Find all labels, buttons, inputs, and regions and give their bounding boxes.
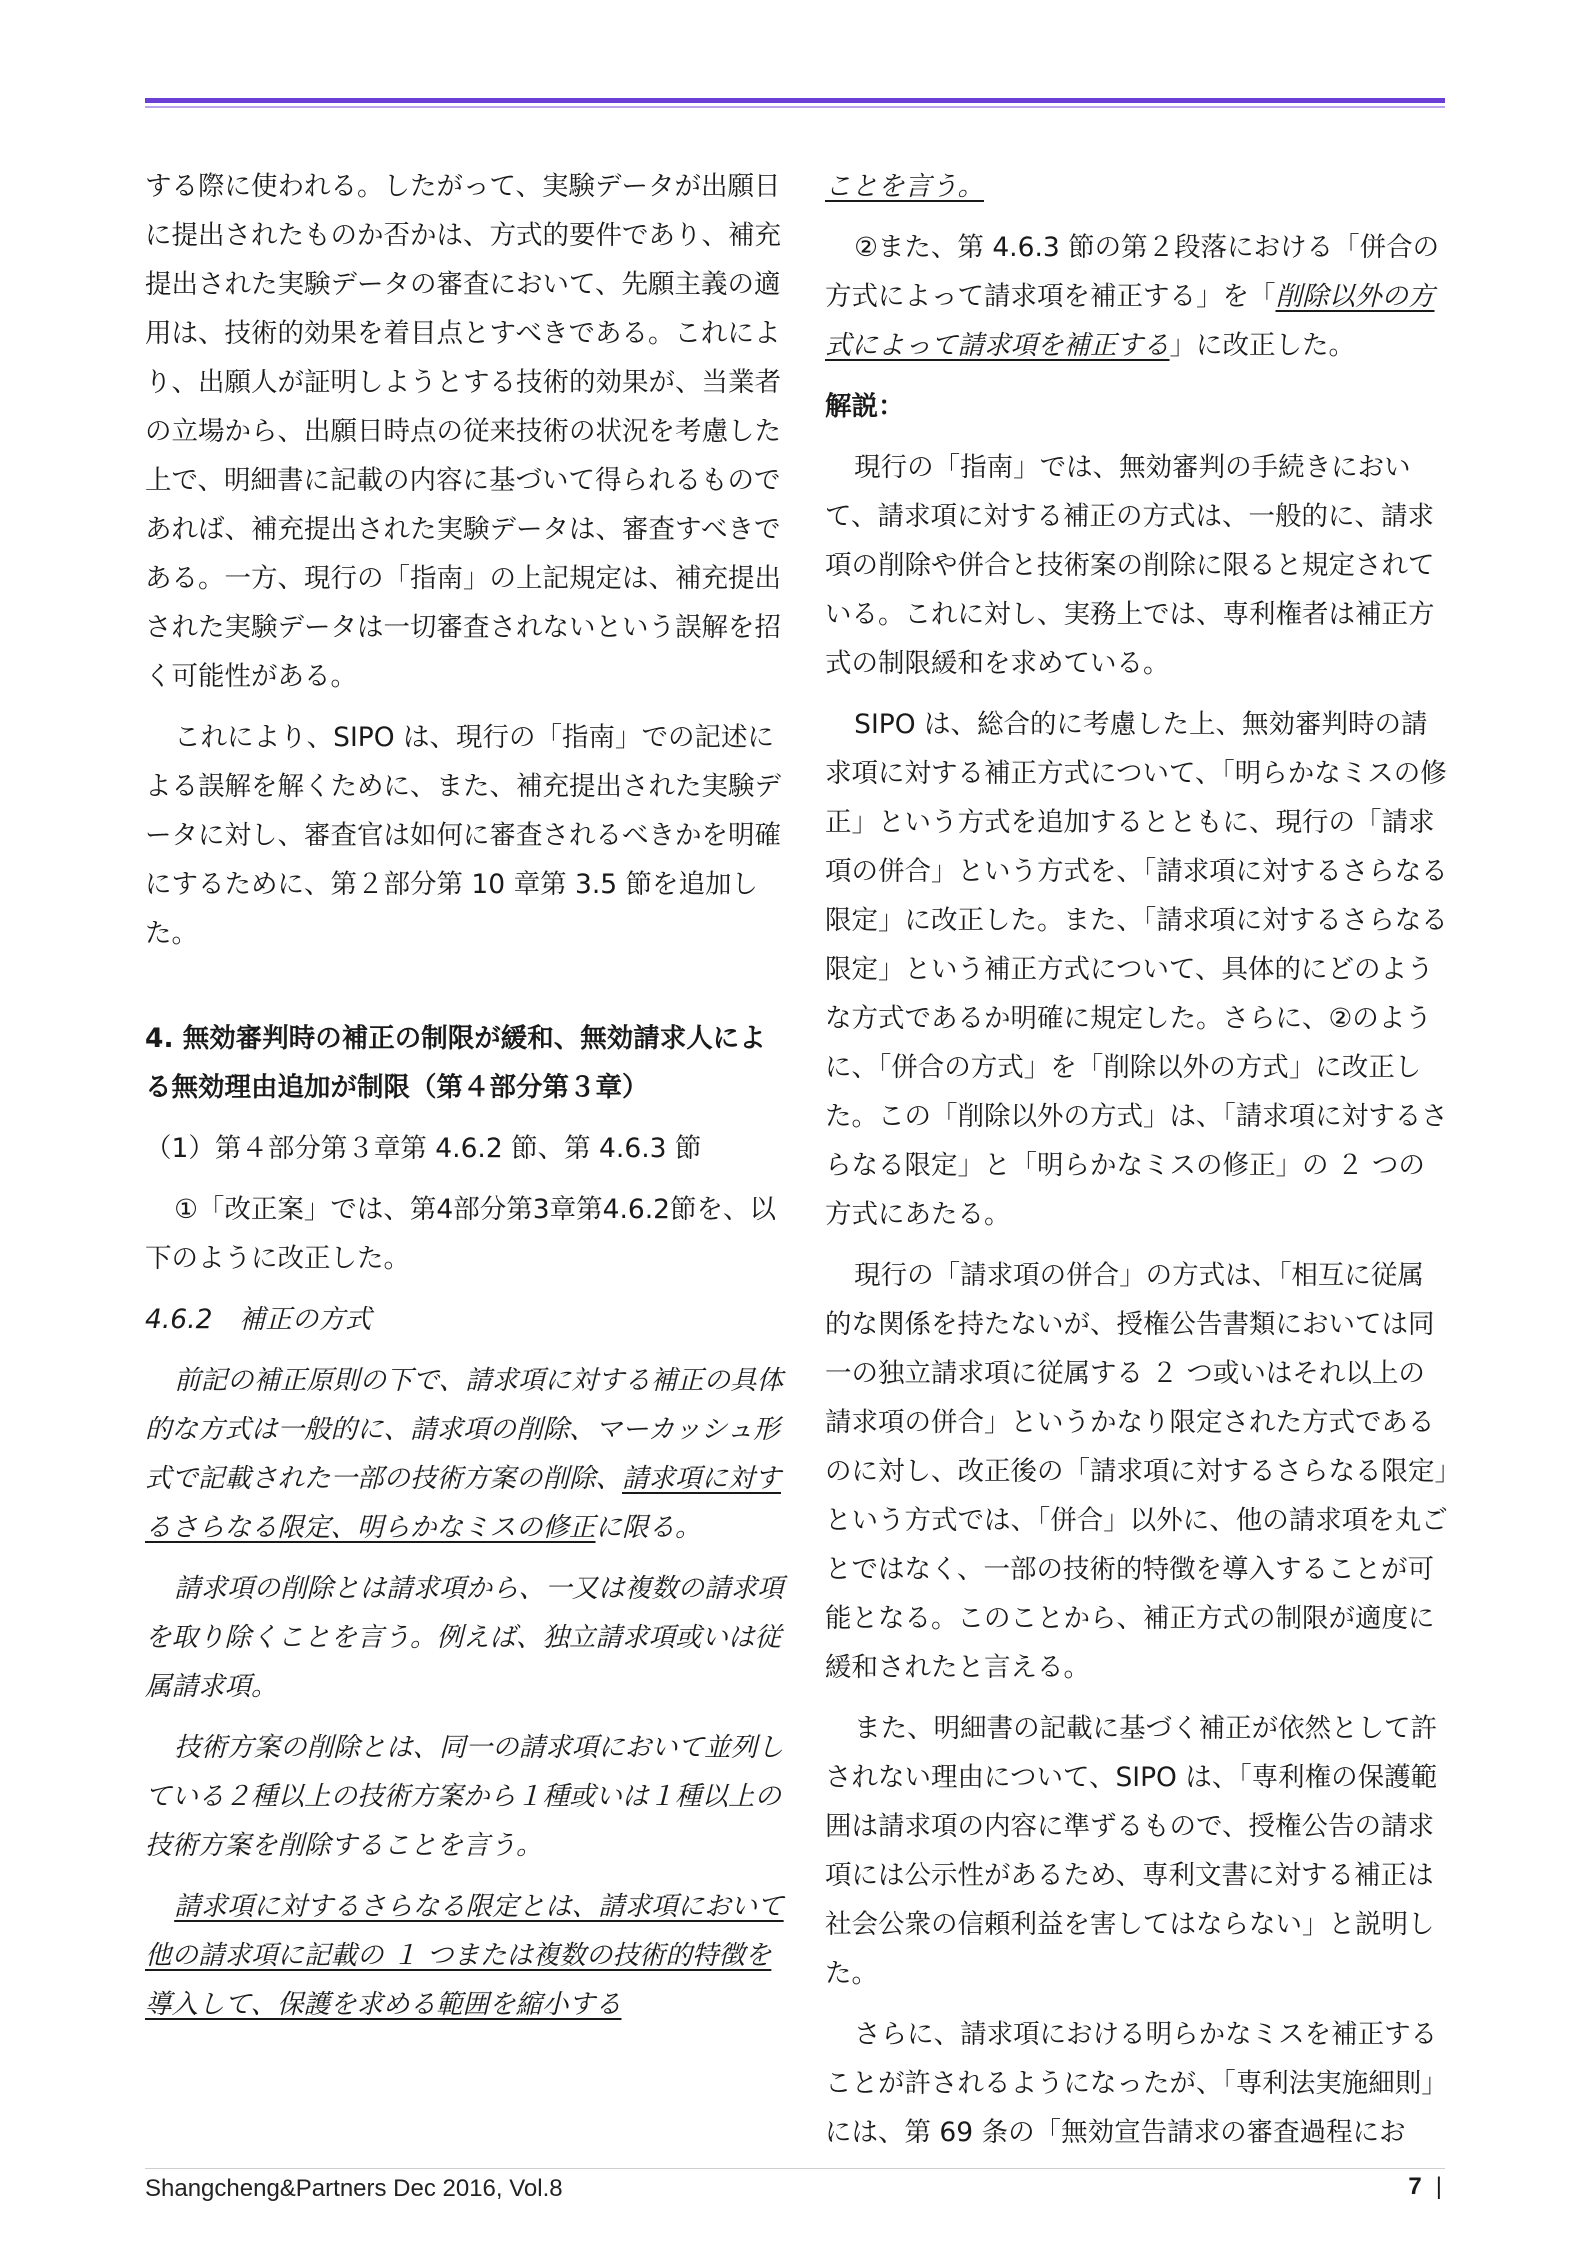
section-heading: 4. 無効審判時の補正の制限が緩和、無効請求人による無効理由追加が制限（第４部分第３章）	[145, 1023, 766, 1103]
header-rule-accent	[145, 106, 1445, 108]
footer-separator: |	[1435, 2173, 1442, 2200]
paragraph	[825, 223, 1450, 370]
underlined-text: 削除以外の方式によって請求項を補正する	[825, 281, 1435, 361]
paragraph: SIPO は、総合的に考慮した上、無効審判時の請求項に対する補正方式について、「明らかなミスの修正」という方式を追加するとともに、現行の「請求項の併合」という方式を、「請求項に対するさらなる限定」に改正した。また、「請求項に対するさらなる限定」という補正方式について、具体的にどのような方式であるか明確に規定した。さらに、②のように、「併合の方式」を「削除以外の方式」に改正した。この「削除以外の方式」は、「請求項に対するさらなる限定」と「明らかなミスの修正」の ２ つの方式にあたる。	[825, 709, 1448, 1230]
paragraph: 現行の「請求項の併合」の方式は、「相互に従属的な関係を持たないが、授権公告書類においては同一の独立請求項に従属する ２ つ或いはそれ以上の請求項の併合」というかなり限定された方式であるのに対し、改正後の「請求項に対するさらなる限定」という方式では、「併合」以外に、他の請求項を丸ごとではなく、一部の技術的特徴を導入することが可能となる。このことから、補正方式の制限が適度に緩和されたと言える。	[825, 1260, 1448, 1683]
underlined-quoted-paragraph: 請求項に対するさらなる限定とは、請求項において他の請求項に記載の １ つまたは複数の技術的特徴を導入して、保護を求める範囲を縮小する	[145, 1891, 784, 2020]
right-column	[825, 162, 1450, 2169]
underlined-text: 請求項に対するさらなる限定、明らかなミスの修正	[145, 1463, 781, 1543]
quoted-paragraph: 技術方案の削除とは、同一の請求項において並列している２種以上の技術方案から１種或いは１種以上の技術方案を削除することを言う。	[145, 1732, 784, 1861]
text: ②また、第 4.6.3 節の第２段落における「併合の方式によって請求項を補正する」を「	[825, 232, 1440, 312]
page-number: 7	[1408, 2173, 1422, 2200]
paragraph: 現行の「指南」では、無効審判の手続きにおいて、請求項に対する補正の方式は、一般的に、請求項の削除や併合と技術案の削除に限ると規定されている。これに対し、実務上では、専利権者は補正方式の制限緩和を求めている。	[825, 452, 1435, 679]
paragraph: する際に使われる。したがって、実験データが出願日に提出されたものか否かは、方式的要件であり、補充提出された実験データの審査において、先願主義の適用は、技術的効果を着目点とすべきである。これにより、出願人が証明しようとする技術的効果が、当業者の立場から、出願日時点の従来技術の状況を考慮した上で、明細書に記載の内容に基づいて得られるものであれば、補充提出された実験データは、審査すべきである。一方、現行の「指南」の上記規定は、補充提出された実験データは一切審査されないという誤解を招く可能性がある。	[145, 171, 781, 692]
quoted-paragraph: 請求項の削除とは請求項から、一又は複数の請求項を取り除くことを言う。例えば、独立請求項或いは従属請求項。	[145, 1573, 784, 1702]
paragraph: ①「改正案」では、第4部分第3章第4.6.2節を、以下のように改正した。	[145, 1194, 777, 1274]
footer-page	[1408, 2172, 1442, 2202]
quoted-text: 前記の補正原則の下で、請求項に対する補正の具体的な方式は一般的に、請求項の削除、マーカッシュ形式で記載された一部の技術方案の削除、	[145, 1365, 784, 1494]
underlined-quoted-paragraph: ことを言う。	[825, 171, 984, 202]
paragraph: これにより、SIPO は、現行の「指南」での記述による誤解を解くために、また、補充提出された実験データに対し、審査官は如何に審査されるべきかを明確にするために、第２部分第 10 章第 3.5 節を追加した。	[145, 722, 781, 949]
paragraph: さらに、請求項における明らかなミスを補正することが許されるようになったが、「専利法実施細則」には、第 69 条の「無効宣告請求の審査過程にお	[825, 2019, 1448, 2148]
commentary-heading: 解説：	[825, 391, 905, 422]
header-rule	[145, 98, 1445, 103]
quoted-text: に限る。	[595, 1512, 702, 1543]
quoted-paragraph	[145, 1356, 785, 1552]
paragraph: また、明細書の記載に基づく補正が依然として許されない理由について、SIPO は、「専利権の保護範囲は請求項の内容に準ずるもので、授権公告の請求項には公示性があるため、専利文書に対する補正は社会公衆の信頼利益を害してはならない」と説明した。	[825, 1713, 1438, 1989]
footer-rule	[145, 2168, 1445, 2169]
left-column	[145, 162, 785, 2041]
text: 」に改正した。	[1169, 330, 1355, 361]
quoted-heading: 4.6.2 補正の方式	[145, 1304, 372, 1335]
subsection-heading: （1）第４部分第３章第 4.6.2 節、第 4.6.3 節	[145, 1133, 702, 1164]
footer-publication: Shangcheng&Partners Dec 2016, Vol.8	[145, 2175, 563, 2202]
